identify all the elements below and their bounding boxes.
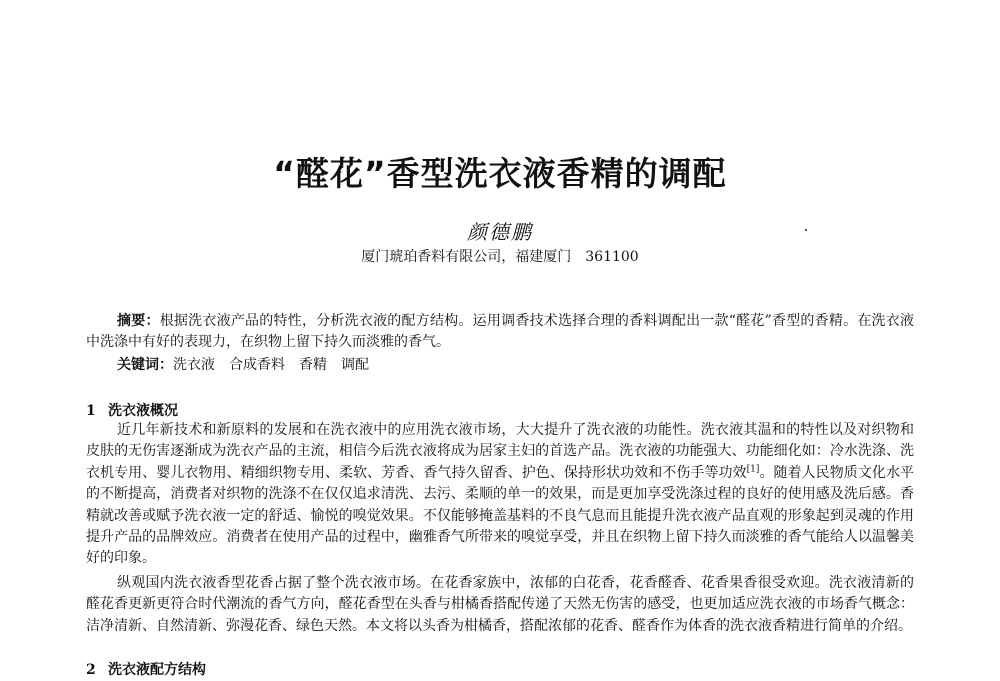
author-name: 颜德鹏	[467, 220, 533, 244]
abstract-label: 摘要：	[117, 313, 160, 329]
paragraph-1-text-b: 。随着人民物质文化水平的不断提高，消费者对织物的洗涤不在仅仅追求清洗、去污、柔顺的单一的效果，而是更加享受洗涤过程的良好的使用感及洗后感。香精就改善或赋予洗衣液一定的舒适、愉悦的嗅觉效果。不仅能够掩盖基料的不良气息而且能提升洗衣液产品直观的形象起到灵魂的作用提升产品的品牌效应。消费者在使用产品的过程中，幽雅香气所带来的嗅觉享受，并且在织物上留下持久而淡雅的香气能给人以温馨美好的印象。	[86, 464, 915, 567]
abstract-text: 根据洗衣液产品的特性，分析洗衣液的配方结构。运用调香技术选择合理的香料调配出一款“醛花”香型的香精。在洗衣液中洗涤中有好的表现力，在织物上留下持久而淡雅的香气。	[86, 313, 915, 351]
section-2-number: 2	[86, 662, 96, 678]
section-1-title: 洗衣液概况	[108, 403, 178, 419]
keywords-label: 关键词：	[117, 357, 173, 373]
abstract	[86, 311, 914, 354]
section-1-number: 1	[86, 403, 96, 419]
section-1-paragraph-2: 纵观国内洗衣液香型花香占据了整个洗衣液市场。在花香家族中，浓郁的白花香，花香醛香、花香果香很受欢迎。洗衣液清新的醛花香更新更符合时代潮流的香气方向，醛花香型在头香与柑橘香搭配传递了天然无伤害的感受，也更加适应洗衣液的市场香气概念：洁净清新、自然清新、弥漫花香、绿色天然。本文将以头香为柑橘香，搭配浓郁的花香、醛香作为体香的洗衣液香精进行简单的介绍。	[86, 575, 914, 634]
keywords-text: 洗衣液 合成香料 香精 调配	[173, 357, 369, 373]
paragraph-1-text-a: 近几年新技术和新原料的发展和在洗衣液中的应用洗衣液市场，大大提升了洗衣液的功能性。洗衣液其温和的特性以及对织物和皮肤的无伤害逐渐成为洗衣产品的主流，相信今后洗衣液将成为居家主妇的首选产品。洗衣液的功能强大、功能细化如：冷水洗涤、洗衣机专用、婴儿衣物用、精细织物专用、柔软、芳香、香气持久留香、护色、保持形状功效和不伤手等功效	[86, 422, 914, 481]
citation-marker: [1]	[746, 464, 760, 475]
paper-title: “醛花”香型洗衣液香精的调配	[273, 154, 727, 193]
section-2-title: 洗衣液配方结构	[108, 662, 206, 678]
author-affiliation: 厦门琥珀香料有限公司，福建厦门 361100	[361, 249, 639, 265]
section-1-paragraph-1	[86, 420, 914, 570]
scan-speck	[805, 229, 807, 231]
keywords	[86, 355, 914, 376]
